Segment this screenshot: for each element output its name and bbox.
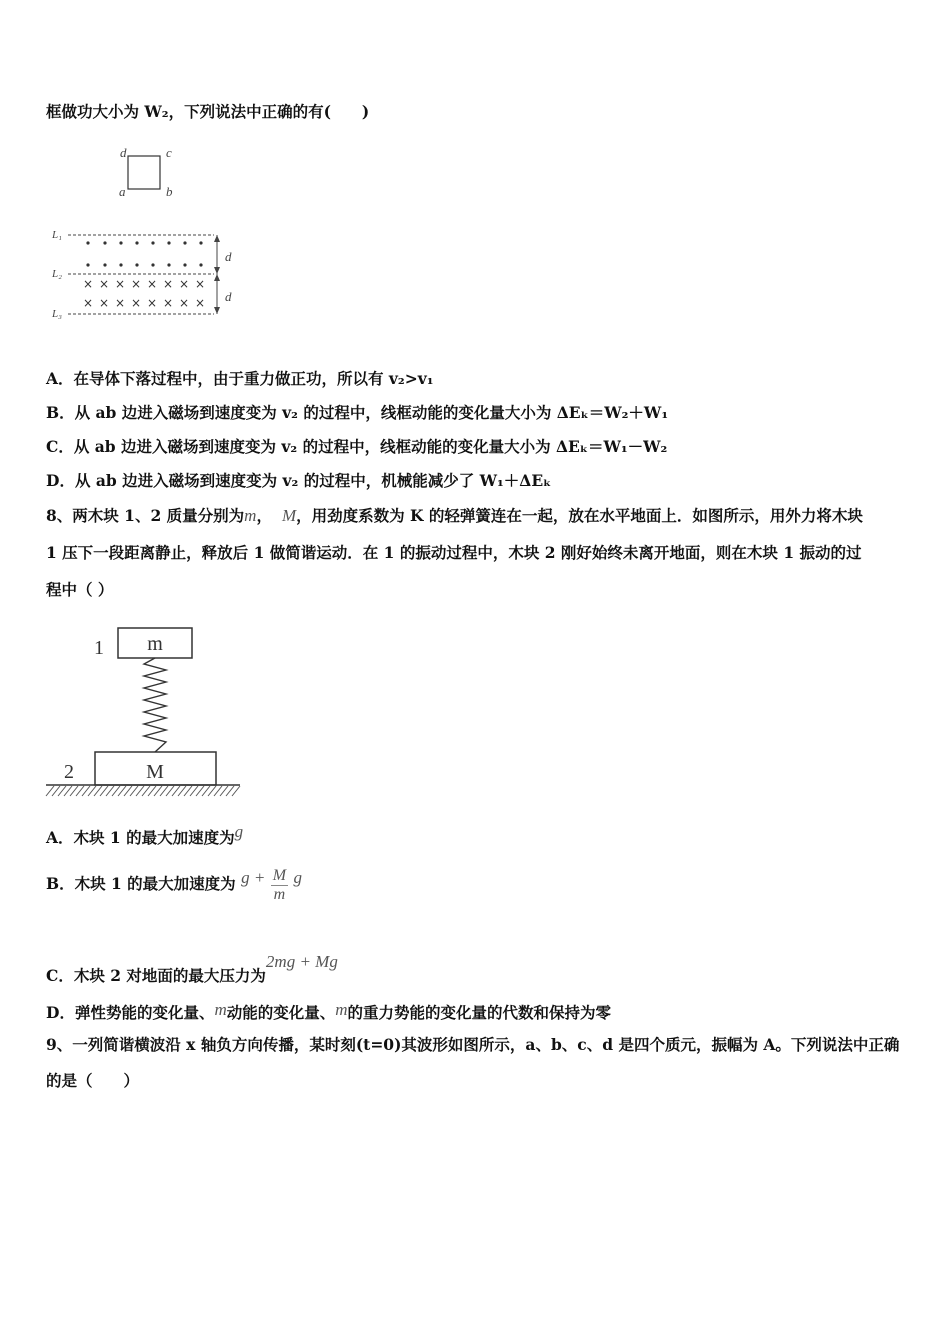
svg-text:×: × <box>99 277 110 291</box>
svg-text:×: × <box>179 277 190 291</box>
spring <box>144 658 166 752</box>
q8-option-a: A．木块 1 的最大加速度为g <box>46 822 244 847</box>
option-c-math: 2mg + Mg <box>265 952 338 971</box>
q9-line1: 9、一列简谐横波沿 x 轴负方向传播，某时刻(t=0)其波形如图所示，a、b、c、d 是四个质元，振幅为 A。下列说法中正确 <box>46 1035 900 1054</box>
option-a-math: g <box>234 822 244 841</box>
svg-text:×: × <box>83 277 94 291</box>
q8-line3: 程中（ ） <box>46 580 114 599</box>
option-d-m1: m <box>214 1000 227 1019</box>
option-b-fraction <box>271 867 288 904</box>
svg-text:×: × <box>147 277 158 291</box>
q7-option-c: C．从 ab 边进入磁场到速度变为 v₂ 的过程中，线框动能的变化量大小为 ΔEₖ＝W₁－W₂ <box>46 437 668 456</box>
label-L1: L₁ <box>52 229 62 241</box>
block2-label: 2 <box>64 761 74 783</box>
option-b-math-tail: g <box>293 868 302 887</box>
fraction-numerator: M <box>272 866 287 884</box>
svg-text:×: × <box>115 277 126 291</box>
block-m-label: m <box>147 633 163 655</box>
ground-hatch <box>46 786 240 796</box>
option-b-math-g: g + <box>241 868 266 887</box>
q7-option-a: A．在导体下落过程中，由于重力做正功，所以有 v₂>v₁ <box>46 369 434 388</box>
svg-text:×: × <box>131 296 142 310</box>
gap-label-2: d <box>225 289 232 304</box>
svg-text:×: × <box>99 296 110 310</box>
field-dots <box>86 241 202 266</box>
q7-intro: 框做功大小为 W₂，下列说法中正确的有( ) <box>46 102 370 121</box>
svg-text:×: × <box>179 296 190 310</box>
q7-figure <box>46 140 246 325</box>
label-a: a <box>119 184 126 199</box>
svg-text:×: × <box>131 277 142 291</box>
block-M-label: M <box>146 761 164 783</box>
svg-text:×: × <box>195 296 206 310</box>
q8-line1: 8、两木块 1、2 质量分别为m， M，用劲度系数为 K 的轻弹簧连在一起，放在水平地面上．如图所示，用外力将木块 <box>46 506 863 525</box>
q8-line2: 1 压下一段距离静止，释放后 1 做简谐运动．在 1 的振动过程中，木块 2 刚好始终未离开地面，则在木块 1 振动的过 <box>46 543 862 562</box>
svg-text:×: × <box>163 277 174 291</box>
q8-option-c: C．木块 2 对地面的最大压力为2mg + Mg <box>46 952 338 985</box>
label-c: c <box>166 145 172 160</box>
mass-m-symbol: m <box>244 506 257 525</box>
option-d-m2: m <box>335 1000 348 1019</box>
svg-text:×: × <box>83 296 94 310</box>
svg-text:×: × <box>195 277 206 291</box>
label-L2: L₂ <box>52 268 62 280</box>
label-L3: L₃ <box>52 308 62 320</box>
label-b: b <box>166 184 173 199</box>
fraction-denominator: m <box>273 885 286 903</box>
q8-option-d: D．弹性势能的变化量、m动能的变化量、m的重力势能的变化量的代数和保持为零 <box>46 1000 612 1022</box>
q7-option-b: B．从 ab 边进入磁场到速度变为 v₂ 的过程中，线框动能的变化量大小为 ΔEₖ＝W₂＋W₁ <box>46 403 669 422</box>
svg-text:×: × <box>147 296 158 310</box>
block1-label: 1 <box>94 637 104 659</box>
gap-label-1: d <box>225 249 232 264</box>
field-crosses <box>83 277 205 310</box>
svg-text:×: × <box>163 296 174 310</box>
q8-option-b: B．木块 1 的最大加速度为 g + $\frac{M}{m}$ g <box>46 866 302 903</box>
coil-square <box>128 156 160 189</box>
label-d: d <box>120 145 127 160</box>
mass-M-symbol: M <box>281 506 297 525</box>
q8-figure <box>44 622 244 802</box>
q9-line2: 的是（ ） <box>46 1071 140 1090</box>
svg-text:×: × <box>115 296 126 310</box>
q7-option-d: D．从 ab 边进入磁场到速度变为 v₂ 的过程中，机械能减少了 W₁＋ΔEₖ <box>46 471 552 490</box>
